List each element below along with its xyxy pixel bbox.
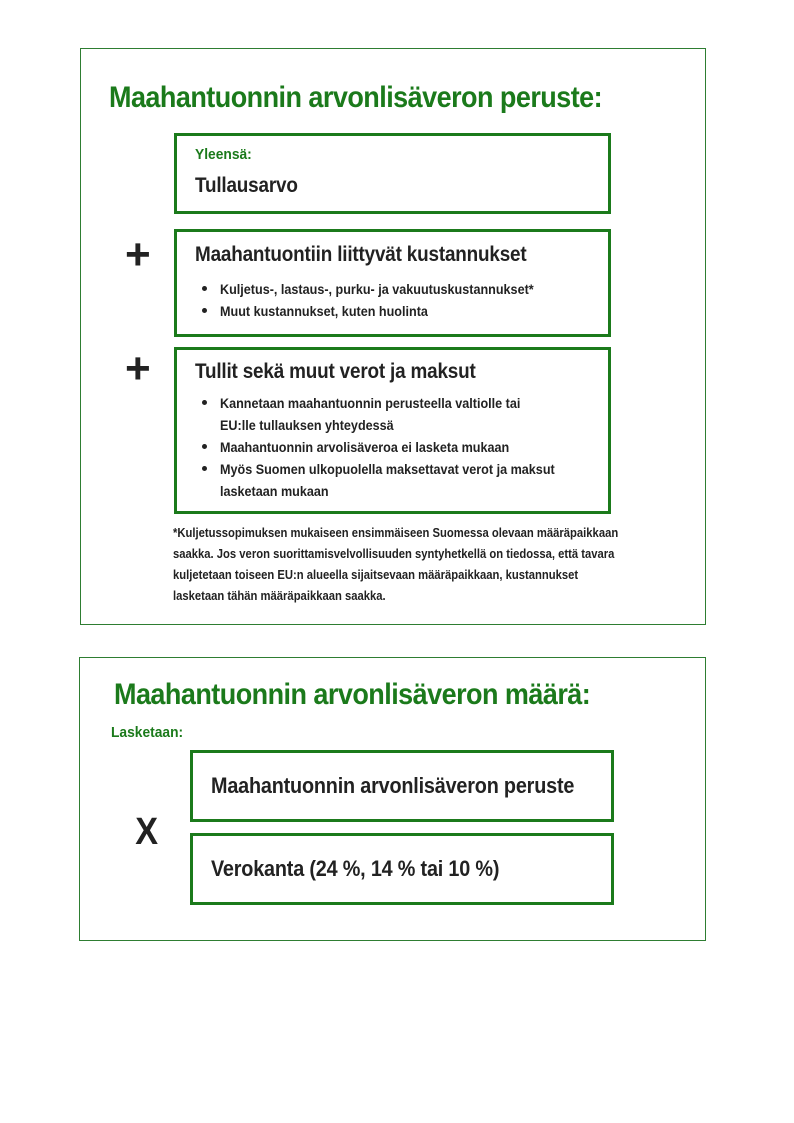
- list-item: Muut kustannukset, kuten huolinta: [200, 300, 569, 322]
- customs-value-heading: Tullausarvo: [195, 174, 298, 197]
- import-costs-list: [200, 278, 569, 322]
- plus-icon: +: [125, 344, 151, 393]
- vat-base-heading: Maahantuonnin arvonlisäveron peruste: [211, 773, 575, 798]
- duties-taxes-list: [200, 392, 592, 502]
- list-item: Kuljetus-, lastaus-, purku- ja vakuutuskustannukset*: [200, 278, 569, 300]
- multiply-icon: X: [135, 811, 159, 853]
- generally-label: Yleensä:: [195, 146, 252, 163]
- customs-value-box: [174, 133, 611, 214]
- list-item: Myös Suomen ulkopuolella maksettavat verot ja maksut lasketaan mukaan: [200, 458, 592, 502]
- tax-rate-heading: Verokanta (24 %, 14 % tai 10 %): [211, 856, 500, 881]
- vat-base-panel: [80, 48, 706, 625]
- tax-rate-box: [190, 833, 614, 905]
- plus-icon: +: [125, 230, 151, 279]
- duties-taxes-heading: Tullit sekä muut verot ja maksut: [195, 360, 476, 383]
- panel-title: Maahantuonnin arvonlisäveron peruste:: [109, 81, 603, 114]
- calculated-label: Lasketaan:: [111, 724, 184, 741]
- footnote: *Kuljetussopimuksen mukaiseen ensimmäiseen Suomessa olevaan määräpaikkaan saakka. Jos veron suorittamisvelvollisuuden syntyhetkellä on tiedossa, että tavara kuljetetaan toiseen EU:n alueella sijaitsevaan määräpaikkaan, kustannukset lasketaan tähän määräpaikkaan saakka.: [173, 526, 619, 603]
- vat-base-box: [190, 750, 614, 822]
- vat-amount-panel: [79, 657, 706, 941]
- panel-title: Maahantuonnin arvonlisäveron määrä:: [114, 678, 591, 711]
- list-item: Maahantuonnin arvolisäveroa ei lasketa mukaan: [200, 436, 592, 458]
- import-costs-heading: Maahantuontiin liittyvät kustannukset: [195, 243, 527, 266]
- import-costs-box: [174, 229, 611, 337]
- list-item: Kannetaan maahantuonnin perusteella valtiolle tai EU:lle tullauksen yhteydessä: [200, 392, 592, 436]
- duties-taxes-box: [174, 347, 611, 514]
